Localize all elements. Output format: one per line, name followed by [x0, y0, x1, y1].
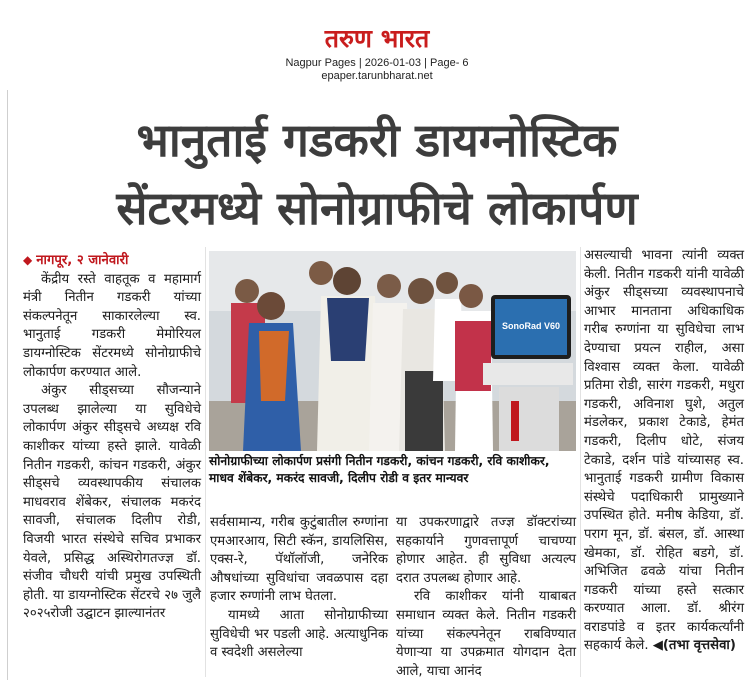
- machine-screen-brand: SonoRad V60: [501, 321, 561, 331]
- byline-signoff: ◀(तभा वृत्तसेवा): [652, 638, 736, 654]
- edition-line: Nagpur Pages | 2026-01-03 | Page- 6: [285, 57, 469, 69]
- article-column-1: [23, 251, 201, 624]
- article-column-2: [210, 514, 388, 663]
- newspaper-logo[interactable]: [0, 24, 754, 54]
- paragraph: या उपकरणाद्वारे तज्ज्ञ डॉक्टरांच्या सहकार्याने गुणवत्तापूर्ण चाचण्या होणार आहेत. ही सुविधा अत्यल्प दरात उपलब्ध होणार आहे.: [396, 515, 576, 586]
- headline-line-2: सेंटरमध्ये सोनोग्राफीचे लोकार्पण: [116, 181, 638, 235]
- article-column-4: [584, 247, 744, 656]
- paragraph: यामध्ये आता सोनोग्राफीच्या सुविधेची भर पडली आहे. अत्याधुनिक व स्वदेशी असलेल्या: [210, 607, 388, 661]
- paragraph: [584, 247, 744, 656]
- paragraph: केंद्रीय रस्ते वाहतूक व महामार्ग मंत्री नितीन गडकरी यांच्या संकल्पनेतून साकारलेल्या स्व. भानुताई गडकरी मेमोरियल डायग्नोस्टिक सेंटरमध्ये सोनोग्राफीचे लोकार्पण करण्यात आले.: [23, 271, 201, 380]
- logo-text: तरुण भारत: [324, 24, 430, 53]
- masthead: [0, 0, 754, 88]
- column-divider: [580, 247, 581, 677]
- dateline: नागपूर, २ जानेवारी: [36, 253, 129, 268]
- column-divider: [205, 247, 206, 677]
- paragraph-text: असल्याची भावना त्यांनी व्यक्त केली. नितीन गडकरी यांनी यावेळी अंकुर सीड्सच्या व्यवस्थापनाचे आभार मानताना अधिकाधिक गरीब रुग्णांना या सुविधेचा लाभ देण्याचा प्रयत्न राहील, असा विश्वास व्यक्त केला. यावेळी प्रतिमा रोडी, सारंग गडकरी, मधुरा गडकरी, अविनाश घुशे, अतुल मंडलेकर, प्रकाश टेकाडे, हेमंत गडकरी, दिलीप धोटे, संजय टेकाडे, दर्शन पांडे यांच्यासह स्व. भानुताई गडकरी ग्रामीण विकास संस्थेचे पदाधिकारी प्रामुख्याने उपस्थित होते. मनीष केडिया, डॉ. पराग मून, डॉ. बंसल, डॉ. आस्था खेमका, डॉ. रोहित बडगे, डॉ. अभिजित ढवळे यांचा नितीन गडकरी यांच्या हस्ते सत्कार करण्यात आला. डॉ. श्रीरंग वराडपांडे व इतर कार्यकर्त्यांनी सहकार्य केले.: [584, 248, 744, 654]
- epaper-url[interactable]: epaper.tarunbharat.net: [321, 70, 433, 82]
- event-photo: [209, 251, 576, 451]
- paragraph: सर्वसामान्य, गरीब कुटुंबातील रुग्णांना एमआरआय, सिटी स्कॅन, डायलिसिस, एक्स-रे, पॅथॉलॉजी, जनेरिक औषधांच्या सुविधांचा जवळपास दहा हजार रुग्णांनी लाभ घेतला.: [210, 515, 388, 605]
- paragraph: रवि काशीकर यांनी याबाबत समाधान व्यक्त केले. नितीन गडकरी यांच्या संकल्पनेतून राबविण्यात येणाऱ्या या उपक्रमात योगदान देता आले, याचा आनंद: [396, 589, 576, 679]
- photo-illustration: [209, 251, 576, 451]
- paragraph: अंकुर सीड्सच्या सौजन्याने उपलब्ध झालेल्या या सुविधेचे लोकार्पण अंकुर सीड्सचे अध्यक्ष रवि काशीकर यांच्या हस्ते झाले. यावेळी नितीन गडकरी, कांचन गडकरी, अंकुर सीड्सचे व्यवस्थापकीय संचालक माधवराव शेंबेकर, संचालक मकरंद सावजी, संचालक दिलीप रोडी, विजयी भारत संस्थेचे सचिव प्रभाकर येवले, प्रसिद्ध अस्थिरोगतज्ज्ञ डॉ. संजीव चौधरी यांची प्रमुख उपस्थिती होती. या डायग्नोस्टिक सेंटरचे २७ जुलै २०२५रोजी उद्घाटन झाल्यानंतर: [23, 383, 201, 622]
- page-left-rule: [7, 90, 8, 680]
- headline-line-1: भानुताई गडकरी डायग्नोस्टिक: [136, 113, 618, 167]
- photo-caption: सोनोग्राफीच्या लोकार्पण प्रसंगी नितीन गडकरी, कांचन गडकरी, रवि काशीकर, माधव शेंबेकर, मकरंद सावजी, दिलीप रोडी व इतर मान्यवर: [209, 454, 550, 485]
- article-column-3: [396, 514, 576, 681]
- dateline-marker-icon: ◆: [23, 253, 33, 267]
